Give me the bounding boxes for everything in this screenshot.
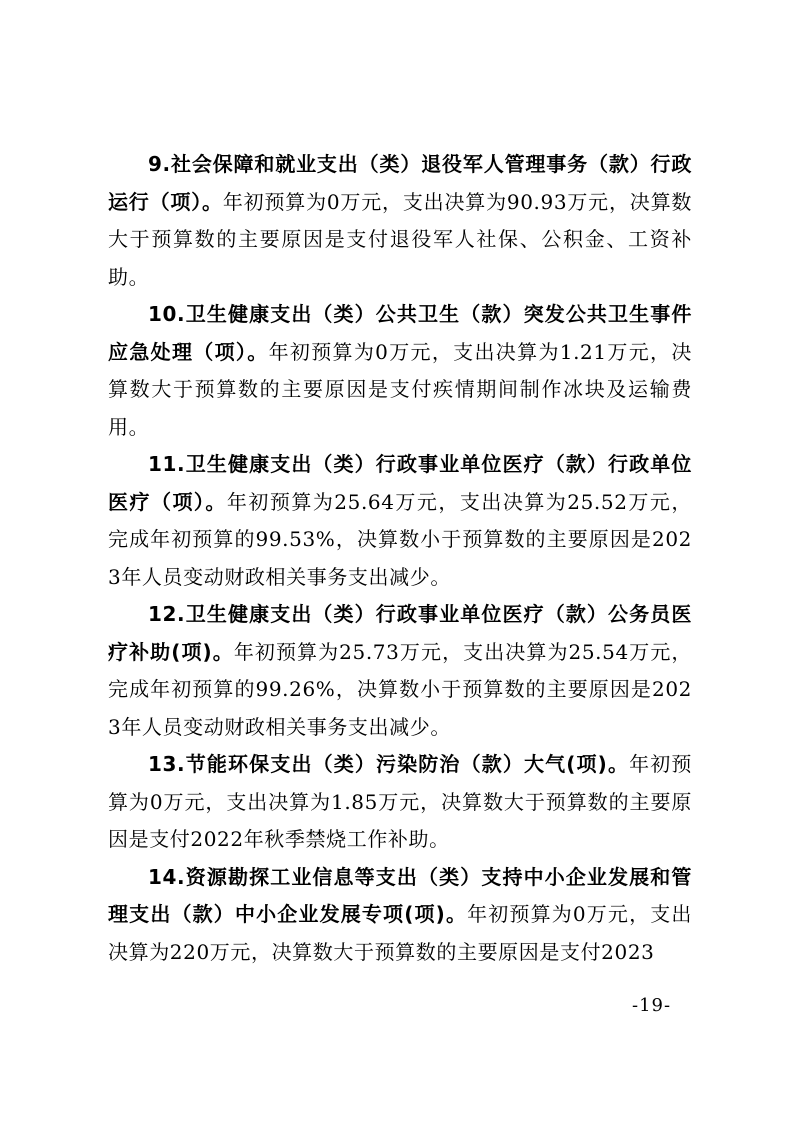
paragraph-heading: 14.资源勘探工业信息等支出（类）支持中小企业发展和管理支出（款）中小企业发展专项(项)。 (108, 864, 692, 926)
paragraph-item-9 (108, 146, 692, 296)
paragraph-heading: 10.卫生健康支出（类）公共卫生（款）突发公共卫生事件应急处理（项）。 (108, 302, 692, 364)
paragraph-heading: 13.节能环保支出（类）污染防治（款）大气(项)。 (148, 752, 630, 776)
paragraph-heading: 12.卫生健康支出（类）行政事业单位医疗（款）公务员医疗补助(项)。 (108, 602, 692, 664)
paragraph-item-13 (108, 746, 692, 859)
paragraph-text: 年初预算为0万元，支出决算为220万元，决算数大于预算数的主要原因是支付2023 (108, 902, 692, 964)
page-number: -19- (632, 995, 672, 1016)
paragraph-item-10 (108, 296, 692, 446)
paragraph-item-12 (108, 596, 692, 746)
paragraph-text: 年初预算为0万元，支出决算为1.21万元，决算数大于预算数的主要原因是支付疾情期间制作冰块及运输费用。 (108, 339, 692, 439)
paragraph-item-14 (108, 859, 692, 972)
paragraph-heading: 9.社会保障和就业支出（类）退役军人管理事务（款）行政运行（项）。 (108, 152, 692, 214)
document-body (108, 146, 692, 971)
paragraph-heading: 11.卫生健康支出（类）行政事业单位医疗（款）行政单位医疗（项）。 (108, 452, 692, 514)
paragraph-text: 年初预算为25.64万元，支出决算为25.52万元，完成年初预算的99.53%，决算数小于预算数的主要原因是2023年人员变动财政相关事务支出减少。 (108, 489, 692, 589)
paragraph-text: 年初预算为0万元，支出决算为90.93万元，决算数大于预算数的主要原因是支付退役军人社保、公积金、工资补助。 (108, 189, 692, 289)
paragraph-item-11 (108, 446, 692, 596)
paragraph-text: 年初预算为0万元，支出决算为1.85万元，决算数大于预算数的主要原因是支付2022年秋季禁烧工作补助。 (108, 752, 692, 851)
paragraph-text: 年初预算为25.73万元，支出决算为25.54万元，完成年初预算的99.26%，决算数小于预算数的主要原因是2023年人员变动财政相关事务支出减少。 (108, 639, 692, 739)
